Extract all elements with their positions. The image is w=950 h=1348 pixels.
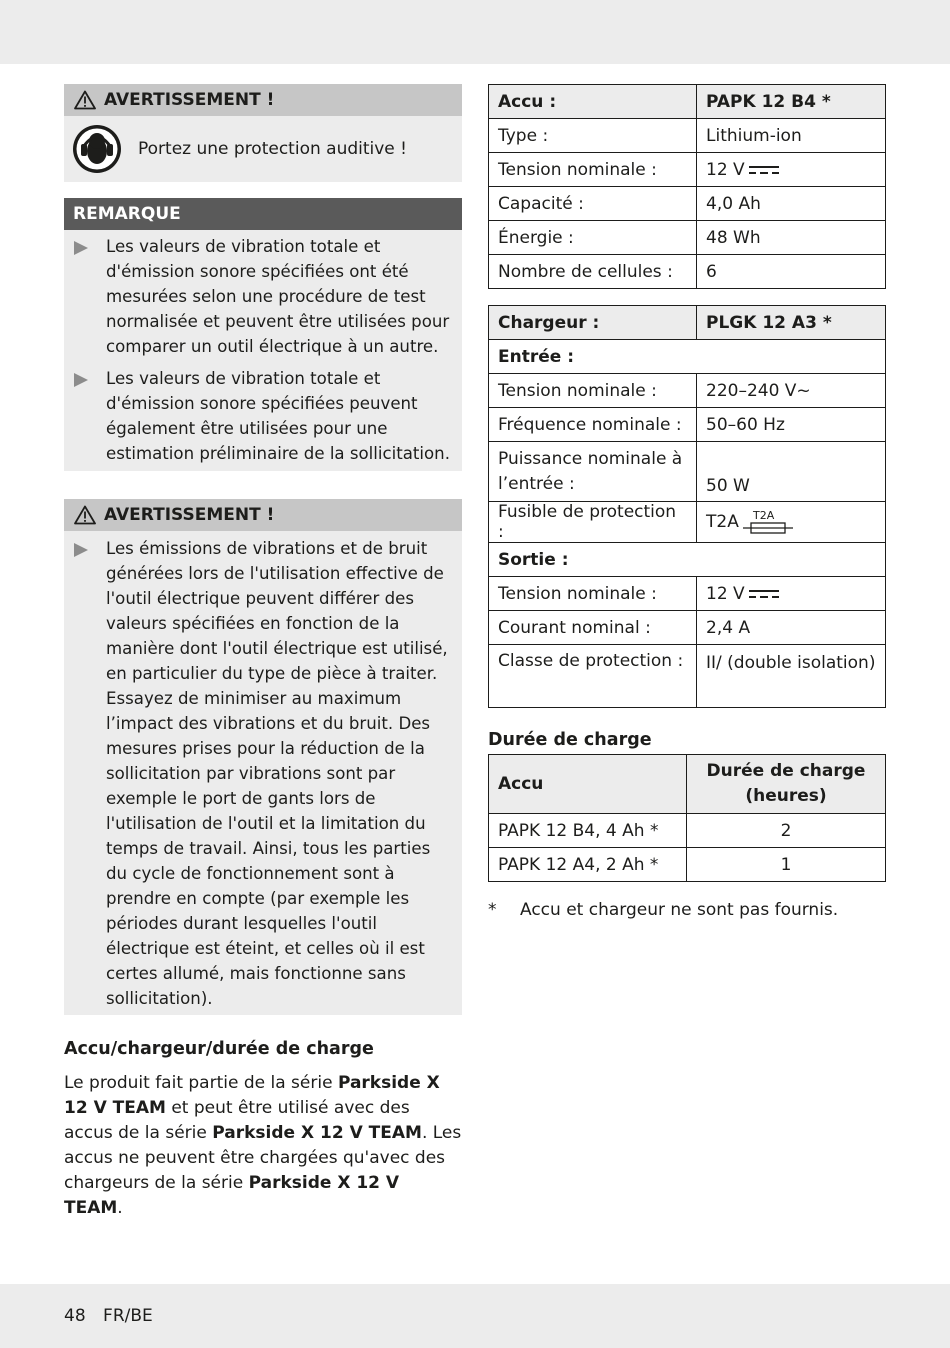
section-heading: Accu/chargeur/durée de charge: [64, 1039, 374, 1059]
table-row: PAPK 12 B4, 4 Ah * 2: [489, 814, 886, 848]
table-row: Tension nominale : 12 V: [489, 577, 886, 611]
page-footer: [64, 1306, 165, 1326]
dc-symbol-icon: [749, 588, 779, 600]
table-header-row: Accu Durée de charge (heures): [489, 755, 886, 814]
warning-triangle-icon: [74, 90, 96, 110]
table-row: Énergie : 48 Wh: [489, 221, 886, 255]
warning-text: Portez une protection auditive !: [138, 139, 407, 159]
table-row: Classe de protection : II/ (double isolation): [489, 645, 886, 708]
table-group-row: Sortie :: [489, 543, 886, 577]
table-row: Courant nominal : 2,4 A: [489, 611, 886, 645]
table-row: Nombre de cellules : 6: [489, 255, 886, 289]
left-column: [64, 84, 462, 1221]
warning-triangle-icon: [74, 505, 96, 525]
right-column: [488, 84, 886, 920]
list-item: Les valeurs de vibration totale et d'émission sonore spécifiées ont été mesurées selon une procédure de test normalisée et peuvent être utilisées pour comparer un outil électrique à un autre.: [64, 234, 462, 359]
language-code: FR/BE: [103, 1306, 153, 1326]
table-row: PAPK 12 A4, 2 Ah * 1: [489, 848, 886, 882]
fuse-symbol-icon: [743, 509, 793, 535]
footnote: * Accu et chargeur ne sont pas fournis.: [488, 900, 839, 920]
table-row: Fusible de protection : T2A T2A: [489, 502, 886, 543]
table-row: Puissance nominale à l’entrée : 50 W: [489, 442, 886, 502]
ear-protection-icon: [72, 124, 122, 174]
warning-header: [64, 84, 462, 116]
dc-symbol-icon: [749, 164, 779, 176]
remark-box: [64, 198, 462, 471]
warning-body: [64, 531, 462, 1015]
remark-body: [64, 230, 462, 471]
bullet-triangle-icon: [74, 234, 106, 359]
warning-text: Les émissions de vibrations et de bruit générées lors de l'utilisation effective de l'outil électrique peuvent différer des valeurs spécifiées en fonction de la manière dont l'outil électrique est utilisé, en particulier du type de pièce à traiter.: [106, 539, 448, 683]
warning-box-vibration: [64, 499, 462, 1015]
table-header-row: Accu : PAPK 12 B4 *: [489, 85, 886, 119]
list-item: Les valeurs de vibration totale et d'émission sonore spécifiées peuvent également être utilisées pour une estimation préliminaire de la sollicitation.: [64, 366, 462, 466]
warning-body: [64, 116, 462, 182]
table-group-row: Entrée :: [489, 340, 886, 374]
table-row: Capacité : 4,0 Ah: [489, 187, 886, 221]
table-row: Type : Lithium-ion: [489, 119, 886, 153]
warning-header: [64, 499, 462, 531]
duration-heading: Durée de charge: [488, 730, 652, 750]
remark-header: REMARQUE: [64, 198, 462, 230]
accu-spec-table: [488, 84, 886, 289]
table-row: Tension nominale : 12 V: [489, 153, 886, 187]
charger-spec-table: [488, 305, 886, 708]
warning-title: AVERTISSEMENT !: [104, 90, 275, 110]
fuse-symbol-label: T2A: [752, 509, 775, 522]
page-number: 48: [64, 1306, 86, 1326]
table-header-row: Chargeur : PLGK 12 A3 *: [489, 306, 886, 340]
warning-text: Essayez de minimiser au maximum l’impact des vibrations et du bruit. Des mesures prises pour la réduction de la sollicitation par vibrations sont par exemple le port de gants lors de l'utilisation de l'outil et la limitation du temps de travail. Ainsi, tous les parties du cycle de fonctionnement sont à prendre en compte (par exemple les périodes durant lesquelles l'outil électrique est éteint, et celles où il est certes allumé, mais fonctionne sans sollicitation).: [106, 689, 431, 1008]
duration-table: [488, 754, 886, 882]
bullet-triangle-icon: [74, 366, 106, 466]
top-band: [0, 0, 950, 64]
table-row: Fréquence nominale : 50–60 Hz: [489, 408, 886, 442]
bullet-triangle-icon: [74, 536, 106, 1011]
warning-box-hearing: [64, 84, 462, 182]
table-row: Tension nominale : 220–240 V~: [489, 374, 886, 408]
list-item: [64, 536, 462, 1011]
section-paragraph: Le produit fait partie de la série Parkside X 12 V TEAM et peut être utilisé avec des accus de la série Parkside X 12 V TEAM. Les accus ne peuvent être chargées qu'avec des chargeurs de la série Parkside X 12 V TEAM.: [64, 1073, 462, 1218]
warning-title: AVERTISSEMENT !: [104, 505, 275, 525]
